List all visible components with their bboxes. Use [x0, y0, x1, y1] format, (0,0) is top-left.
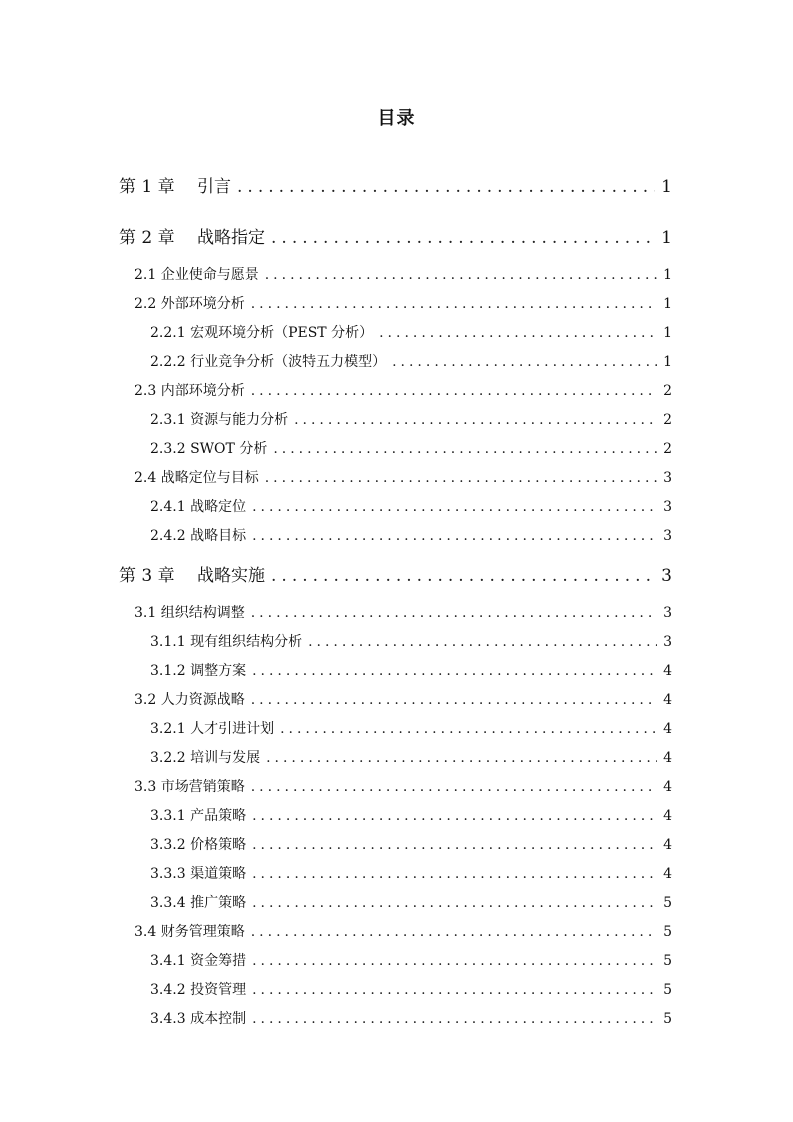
toc-dot-leader — [266, 750, 657, 766]
toc-dot-leader — [265, 267, 657, 283]
toc-entry-page-number: 5 — [663, 982, 672, 998]
toc-entry[interactable] — [150, 834, 672, 854]
toc-entry-label: 2.2.1 宏观环境分析（PEST 分析） — [150, 325, 374, 341]
toc-entry[interactable] — [150, 525, 672, 545]
toc-entry-label: 2.1 企业使命与愿景 — [134, 267, 259, 283]
toc-entry[interactable] — [119, 223, 672, 248]
toc-entry-label: 3.1 组织结构调整 — [134, 605, 245, 621]
toc-dot-leader — [379, 325, 657, 341]
toc-entry[interactable] — [150, 660, 672, 680]
toc-entry-label: 3.2.2 培训与发展 — [150, 750, 261, 766]
toc-entry-page-number: 1 — [661, 228, 672, 248]
toc-dot-leader — [294, 412, 657, 428]
toc-entry-page-number: 4 — [663, 866, 672, 882]
toc-entry[interactable] — [134, 293, 672, 313]
toc-entry[interactable] — [134, 689, 672, 709]
toc-entry-page-number: 4 — [663, 750, 672, 766]
toc-entry[interactable] — [150, 409, 672, 429]
toc-entry[interactable] — [150, 892, 672, 912]
toc-dot-leader — [271, 228, 655, 248]
toc-entry-page-number: 3 — [663, 605, 672, 621]
toc-entry[interactable] — [134, 264, 672, 284]
toc-dot-leader — [237, 177, 655, 197]
toc-entry[interactable] — [150, 950, 672, 970]
toc-entry-page-number: 1 — [661, 177, 672, 197]
toc-entry-page-number: 4 — [663, 837, 672, 853]
toc-entry[interactable] — [134, 776, 672, 796]
toc-entry-page-number: 3 — [663, 499, 672, 515]
toc-entry-page-number: 3 — [661, 566, 672, 586]
toc-dot-leader — [251, 383, 657, 399]
toc-entry[interactable] — [150, 863, 672, 883]
toc-entry-page-number: 5 — [663, 953, 672, 969]
toc-entry-page-number: 2 — [663, 412, 672, 428]
toc-title: 目录 — [377, 108, 416, 129]
toc-entry-page-number: 5 — [663, 1011, 672, 1027]
toc-entry[interactable] — [150, 979, 672, 999]
toc-entry-label: 3.2.1 人才引进计划 — [150, 721, 275, 737]
toc-dot-leader — [251, 779, 657, 795]
toc-dot-leader — [252, 866, 657, 882]
toc-dot-leader — [252, 808, 657, 824]
toc-entry[interactable] — [150, 322, 672, 342]
toc-entry-page-number: 2 — [663, 441, 672, 457]
toc-entry-label: 2.2 外部环境分析 — [134, 296, 245, 312]
toc-dot-leader — [252, 953, 657, 969]
toc-entry[interactable] — [150, 718, 672, 738]
toc-entry-page-number: 5 — [663, 924, 672, 940]
toc-entry[interactable] — [150, 805, 672, 825]
toc-entry[interactable] — [134, 467, 672, 487]
toc-entry-page-number: 1 — [663, 325, 672, 341]
toc-entry-label: 2.2.2 行业竞争分析（波特五力模型） — [150, 354, 387, 370]
toc-entry[interactable] — [134, 602, 672, 622]
toc-entry[interactable] — [150, 747, 672, 767]
toc-entry-label: 第 1 章 引言 — [119, 177, 232, 197]
toc-entry[interactable] — [119, 172, 672, 197]
toc-dot-leader — [392, 354, 657, 370]
toc-entry-label: 3.3.4 推广策略 — [150, 895, 247, 911]
toc-entry-label: 2.4.2 战略目标 — [150, 528, 247, 544]
toc-dot-leader — [252, 1011, 657, 1027]
toc-entry-label: 3.1.1 现有组织结构分析 — [150, 634, 303, 650]
toc-dot-leader — [308, 634, 657, 650]
toc-entry-label: 2.3 内部环境分析 — [134, 383, 245, 399]
toc-entry-page-number: 1 — [663, 267, 672, 283]
toc-entry-label: 3.4.2 投资管理 — [150, 982, 247, 998]
toc-entry[interactable] — [134, 921, 672, 941]
toc-entry-page-number: 2 — [663, 383, 672, 399]
toc-entry-page-number: 4 — [663, 663, 672, 679]
toc-entry[interactable] — [150, 1008, 672, 1028]
toc-entry[interactable] — [119, 561, 672, 586]
toc-dot-leader — [265, 470, 657, 486]
toc-entry-label: 3.3 市场营销策略 — [134, 779, 245, 795]
toc-entry-page-number: 3 — [663, 634, 672, 650]
toc-entry-page-number: 4 — [663, 721, 672, 737]
toc-entry-page-number: 3 — [663, 470, 672, 486]
toc-entry-label: 3.3.3 渠道策略 — [150, 866, 247, 882]
toc-dot-leader — [251, 924, 657, 940]
toc-entry-page-number: 1 — [663, 296, 672, 312]
toc-dot-leader — [252, 895, 657, 911]
toc-entry-page-number: 3 — [663, 528, 672, 544]
toc-entry-label: 3.2 人力资源战略 — [134, 692, 245, 708]
toc-dot-leader — [251, 692, 657, 708]
toc-entry-page-number: 5 — [663, 895, 672, 911]
toc-entry-page-number: 4 — [663, 692, 672, 708]
toc-entry[interactable] — [150, 438, 672, 458]
toc-entry-label: 第 2 章 战略指定 — [119, 228, 266, 248]
toc-entry-label: 3.1.2 调整方案 — [150, 663, 247, 679]
toc-dot-leader — [252, 528, 657, 544]
toc-dot-leader — [252, 837, 657, 853]
toc-entry-label: 第 3 章 战略实施 — [119, 566, 266, 586]
toc-entry-page-number: 1 — [663, 354, 672, 370]
toc-entry-label: 2.4 战略定位与目标 — [134, 470, 259, 486]
toc-entry[interactable] — [150, 351, 672, 371]
toc-entry-label: 3.3.1 产品策略 — [150, 808, 247, 824]
toc-entry-label: 2.3.2 SWOT 分析 — [150, 441, 268, 457]
toc-dot-leader — [273, 441, 657, 457]
toc-dot-leader — [271, 566, 655, 586]
toc-dot-leader — [251, 296, 657, 312]
toc-entry-label: 2.4.1 战略定位 — [150, 499, 247, 515]
toc-entry-label: 3.4.1 资金筹措 — [150, 953, 247, 969]
toc-dot-leader — [280, 721, 657, 737]
toc-entry-label: 3.3.2 价格策略 — [150, 837, 247, 853]
toc-entry-label: 2.3.1 资源与能力分析 — [150, 412, 289, 428]
toc-entry[interactable] — [150, 631, 672, 651]
toc-entry-page-number: 4 — [663, 808, 672, 824]
toc-entry-page-number: 4 — [663, 779, 672, 795]
toc-dot-leader — [252, 499, 657, 515]
toc-dot-leader — [251, 605, 657, 621]
toc-entry-label: 3.4.3 成本控制 — [150, 1011, 247, 1027]
toc-dot-leader — [252, 982, 657, 998]
toc-entry[interactable] — [134, 380, 672, 400]
toc-entry-label: 3.4 财务管理策略 — [134, 924, 245, 940]
toc-dot-leader — [252, 663, 657, 679]
toc-entry[interactable] — [150, 496, 672, 516]
